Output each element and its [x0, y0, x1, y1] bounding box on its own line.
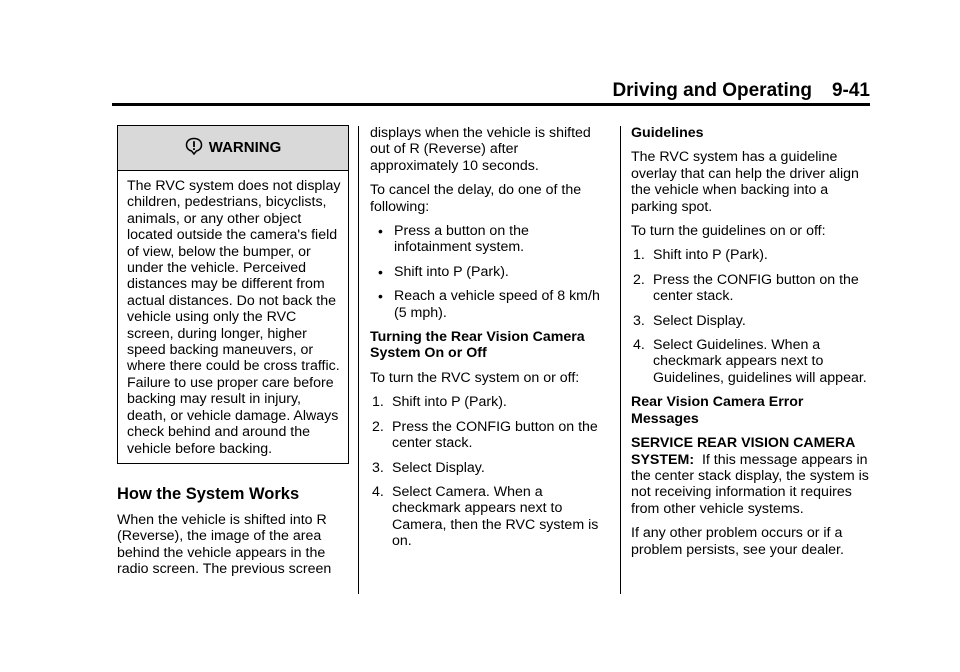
subheading: Rear Vision Camera Error Messages — [631, 394, 804, 427]
numbered-list — [631, 247, 875, 386]
paragraph: displays when the vehicle is shifted out of R (Reverse) after approximately 10 seconds. — [370, 125, 591, 174]
section-title: Driving and Operating — [612, 80, 812, 101]
list-item-text: Press the CONFIG button on the center stack. — [653, 271, 859, 305]
error-message-paragraph — [631, 435, 875, 517]
warning-text: The RVC system does not display children, pedestrians, bicyclists, animals, or any other object located outside the camera's field of view, below the bumper, or under the vehicle. Perceived distances may be different from actual distances. Do not back the vehicle using only the RVC screen, during longer, higher speed backing maneuvers, or where there could be cross traffic. Failure to use proper care before backing may result in injury, death, or vehicle damage. Always check behind and around the vehicle before backing. — [127, 178, 341, 457]
list-item: 3. Select Display. — [633, 312, 746, 329]
list-item-text: Press a button on the infotainment system. — [394, 223, 529, 256]
paragraph: If any other problem occurs or if a problem persists, see your dealer. — [631, 525, 844, 558]
column-divider-1 — [358, 126, 359, 594]
list-item: 1. Shift into P (Park). — [372, 394, 507, 411]
bullet-list — [370, 223, 610, 321]
list-item-text: Press the CONFIG button on the center stack. — [392, 418, 598, 452]
paragraph: The RVC system has a guideline overlay that can help the driver align the vehicle when backing into a parking spot. — [631, 149, 859, 215]
list-item — [370, 223, 610, 256]
paragraph: To turn the RVC system on or off: — [370, 369, 580, 386]
list-item: 4. Select Camera. When a checkmark appears next to Camera, then the RVC system is on. — [372, 483, 599, 550]
subheading: Guidelines — [631, 125, 704, 141]
subheading: Turning the Rear Vision Camera System On or Off — [370, 329, 585, 362]
list-item — [370, 288, 610, 321]
warning-header — [118, 126, 348, 171]
paragraph: To turn the guidelines on or off: — [631, 223, 826, 240]
error-label: SERVICE REAR VISION CAMERA SYSTEM: — [631, 435, 855, 468]
list-item: 1. Shift into P (Park). — [633, 247, 768, 264]
list-item-text: Select Display. — [392, 459, 485, 476]
warning-speech-bubble-icon — [185, 137, 209, 159]
list-item: 2. Press the CONFIG button on the center stack. — [372, 418, 598, 452]
column-2 — [370, 125, 610, 558]
error-text: If this message appears in the center stack display, the system is not receiving information it requires from other vehicle systems. — [631, 451, 869, 517]
list-item-text: Select Guidelines. When a checkmark appears next to Guidelines, guidelines will appear. — [653, 337, 867, 386]
header-rule — [112, 103, 870, 106]
list-item-text: Shift into P (Park). — [653, 247, 768, 264]
numbered-list — [370, 394, 610, 549]
list-item-text: Select Display. — [653, 312, 746, 329]
column-3 — [631, 125, 875, 566]
warning-box — [117, 125, 349, 464]
column-1 — [117, 125, 349, 586]
list-item: 2. Press the CONFIG button on the center stack. — [633, 271, 859, 305]
column-divider-2 — [620, 126, 621, 594]
warning-title: WARNING — [208, 138, 282, 156]
bullet-icon: • — [378, 288, 383, 305]
list-item-text: Select Camera. When a checkmark appears next to Camera, then the RVC system is on. — [392, 483, 599, 550]
how-system-works-heading: How the System Works — [117, 484, 300, 503]
list-item-text: Shift into P (Park). — [392, 394, 507, 411]
page-number: 9-41 — [831, 80, 870, 101]
paragraph: When the vehicle is shifted into R (Reverse), the image of the area behind the vehicle appears in the radio screen. The previous screen — [117, 511, 332, 578]
list-item-text: Reach a vehicle speed of 8 km/h (5 mph). — [394, 288, 600, 321]
page-header — [112, 80, 870, 102]
list-item — [370, 264, 610, 280]
paragraph: To cancel the delay, do one of the following: — [370, 182, 582, 215]
list-item-text: Shift into P (Park). — [394, 263, 509, 280]
list-item: 3. Select Display. — [372, 459, 485, 476]
bullet-icon: • — [378, 223, 383, 240]
bullet-icon: • — [378, 263, 383, 280]
list-item: 4. Select Guidelines. When a checkmark appears next to Guidelines, guidelines will appear. — [633, 337, 867, 386]
